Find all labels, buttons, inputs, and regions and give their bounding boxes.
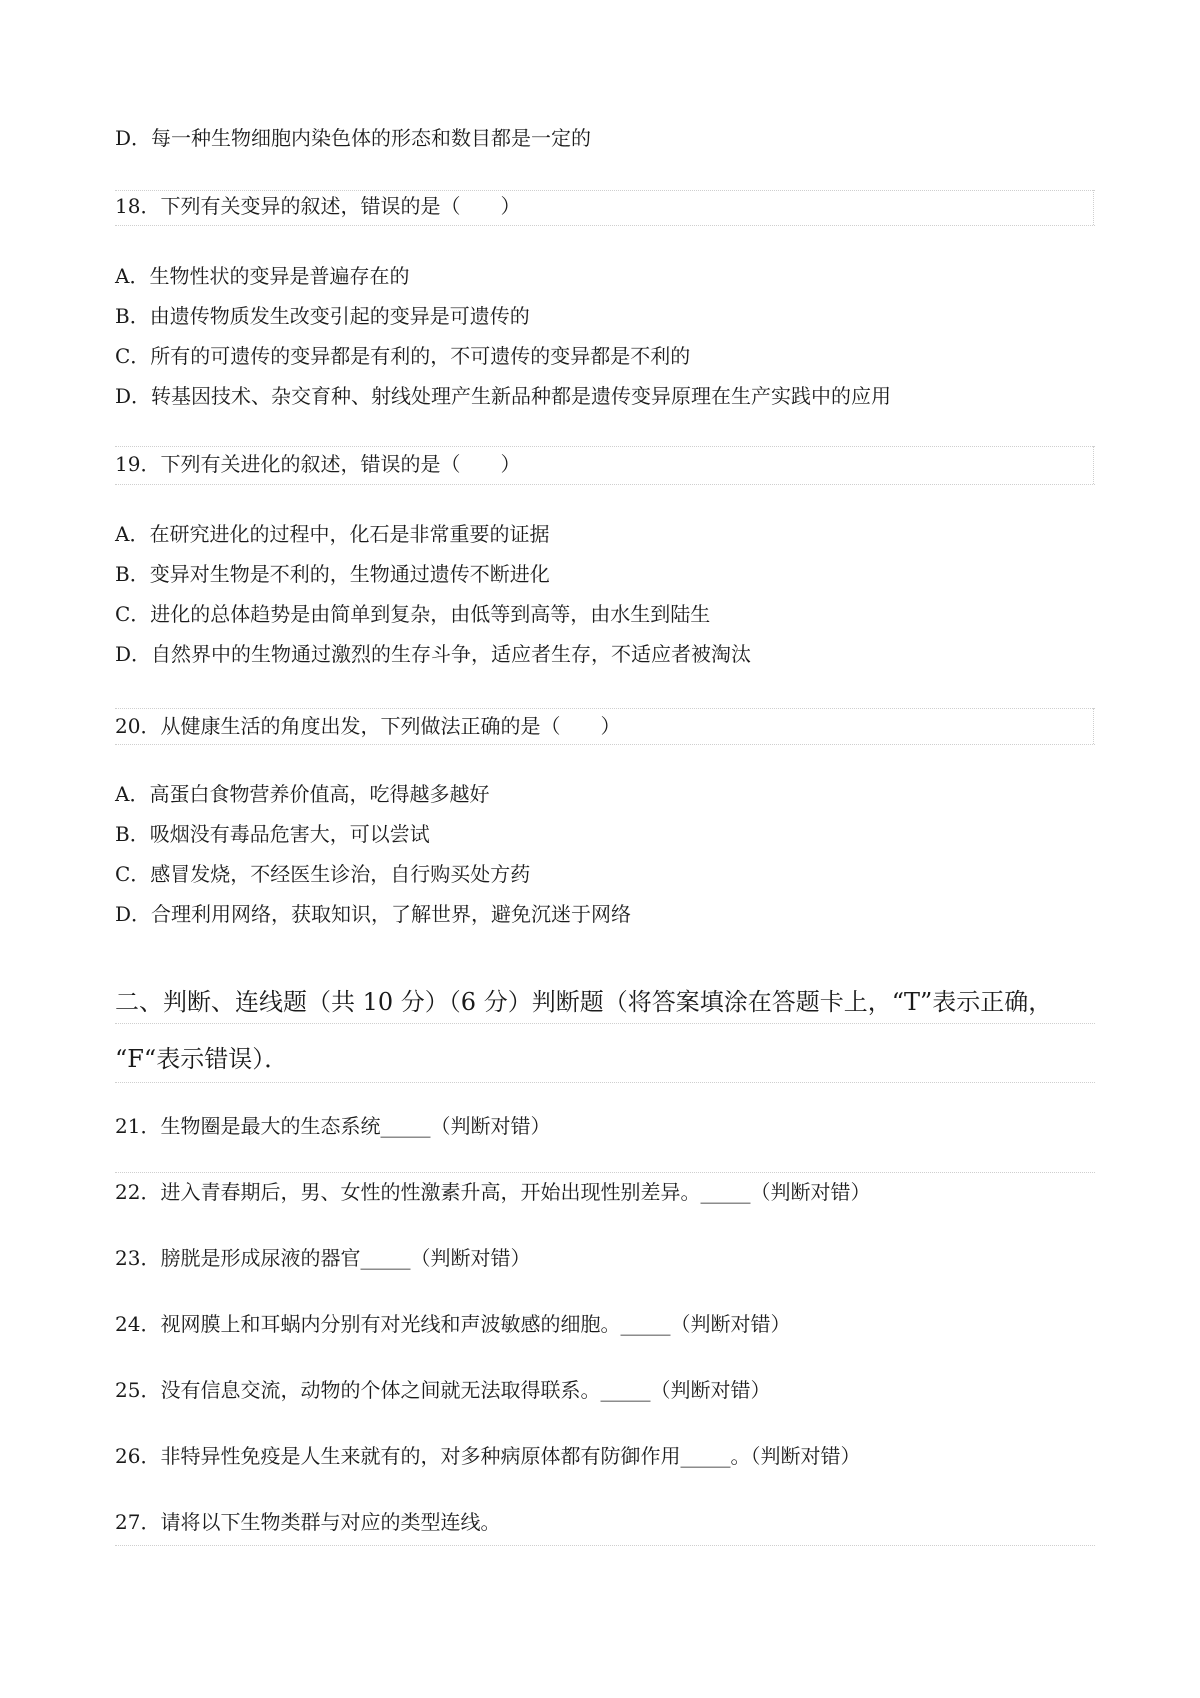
q24: 24．视网膜上和耳蜗内分别有对光线和声波敏感的细胞。_____（判断对错） [115,1312,791,1336]
section-heading-line1: 二、判断、连线题（共 10 分）（6 分）判断题（将答案填涂在答题卡上，“T”表示正确， [115,988,1053,1016]
divider [115,1172,1095,1173]
q20-option-a: A．高蛋白食物营养价值高，吃得越多越好 [115,782,490,806]
q18-option-d: D．转基因技术、杂交育种、射线处理产生新品种都是遗传变异原理在生产实践中的应用 [115,384,892,408]
divider [115,446,1095,447]
divider [115,225,1095,226]
q19-option-a: A．在研究进化的过程中，化石是非常重要的证据 [115,522,550,546]
q19-stem: 19．下列有关进化的叙述，错误的是（ ） [115,452,521,476]
divider [115,744,1095,745]
divider [115,708,1095,709]
q21: 21．生物圈是最大的生态系统_____（判断对错） [115,1114,551,1138]
q20-option-b: B．吸烟没有毒品危害大，可以尝试 [115,822,430,846]
q19-option-c: C．进化的总体趋势是由简单到复杂，由低等到高等，由水生到陆生 [115,602,711,626]
q19-option-d: D．自然界中的生物通过激烈的生存斗争，适应者生存，不适应者被淘汰 [115,642,752,666]
q18-stem: 18．下列有关变异的叙述，错误的是（ ） [115,194,521,218]
q26: 26．非特异性免疫是人生来就有的，对多种病原体都有防御作用_____。（判断对错） [115,1444,861,1468]
q18-option-b: B．由遗传物质发生改变引起的变异是可遗传的 [115,304,530,328]
divider [115,1023,1095,1024]
divider [115,1545,1095,1546]
q17-option-d: D．每一种生物细胞内染色体的形态和数目都是一定的 [115,126,592,150]
q25: 25．没有信息交流，动物的个体之间就无法取得联系。_____（判断对错） [115,1378,771,1402]
divider [115,1082,1095,1083]
q18-option-c: C．所有的可遗传的变异都是有利的，不可遗传的变异都是不利的 [115,344,691,368]
q20-option-c: C．感冒发烧，不经医生诊治，自行购买处方药 [115,862,531,886]
section-heading-line2: “F“表示错误）． [115,1045,289,1073]
q27: 27．请将以下生物类群与对应的类型连线。 [115,1510,501,1534]
q23: 23．膀胱是形成尿液的器官_____（判断对错） [115,1246,531,1270]
divider [115,484,1095,485]
q20-stem: 20．从健康生活的角度出发，下列做法正确的是（ ） [115,714,621,738]
q19-option-b: B．变异对生物是不利的，生物通过遗传不断进化 [115,562,550,586]
divider [115,190,1095,191]
q18-option-a: A．生物性状的变异是普遍存在的 [115,264,410,288]
q22: 22．进入青春期后，男、女性的性激素升高，开始出现性别差异。_____（判断对错） [115,1180,871,1204]
q20-option-d: D．合理利用网络，获取知识，了解世界，避免沉迷于网络 [115,902,632,926]
